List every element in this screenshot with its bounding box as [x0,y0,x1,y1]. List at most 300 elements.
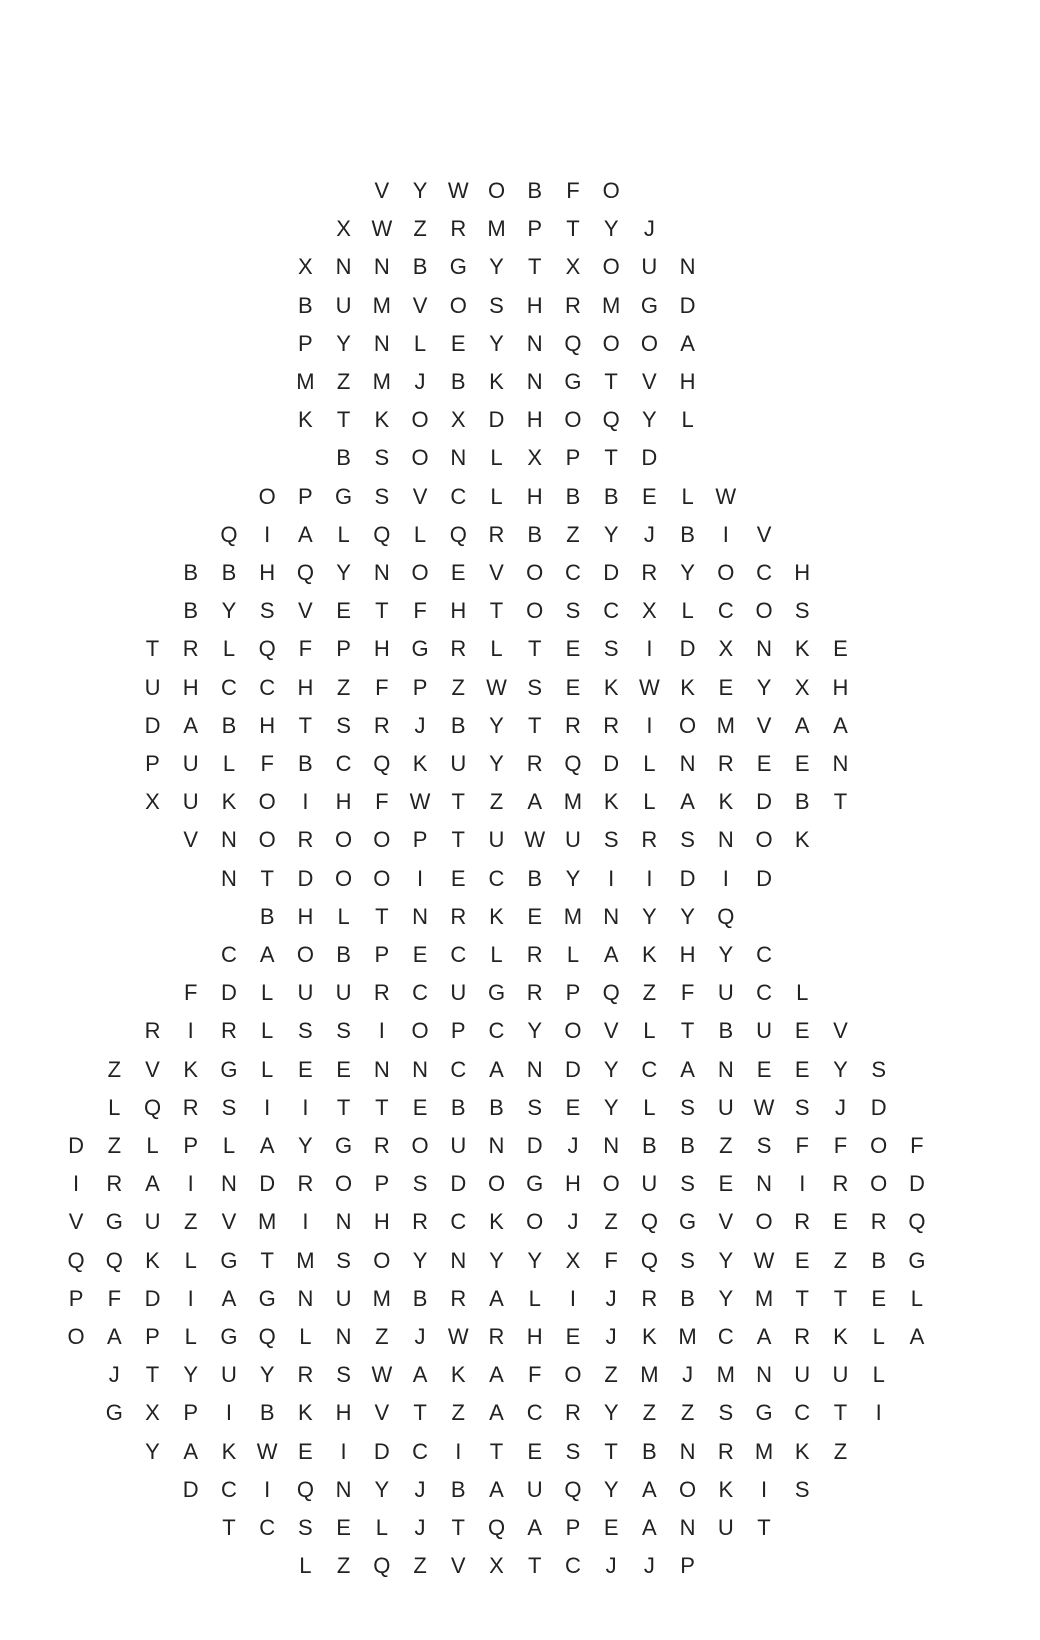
letter-cell[interactable]: Y [259,1362,275,1388]
letter-cell[interactable]: V [489,560,504,585]
letter-cell[interactable]: Y [489,330,504,356]
letter-cell[interactable]: P [527,216,543,242]
letter-cell[interactable]: L [872,1324,885,1349]
letter-cell[interactable]: L [146,1133,159,1158]
letter-cell[interactable]: L [299,1324,312,1349]
letter-cell[interactable]: Q [105,1247,123,1273]
letter-cell[interactable]: D [679,865,696,891]
letter-cell[interactable]: U [335,1285,352,1311]
letter-cell[interactable]: A [527,789,543,815]
letter-cell[interactable]: J [643,216,655,242]
letter-cell[interactable]: K [642,942,657,967]
letter-cell[interactable]: E [565,1094,581,1120]
letter-cell[interactable]: F [910,1133,924,1158]
letter-cell[interactable]: L [528,1285,541,1311]
letter-cell[interactable]: Y [489,712,504,738]
letter-cell[interactable]: W [371,216,393,242]
letter-cell[interactable]: C [335,751,352,776]
letter-cell[interactable]: H [259,560,276,585]
letter-cell[interactable]: N [335,1476,352,1502]
letter-cell[interactable]: C [412,1438,428,1464]
letter-cell[interactable]: A [680,1056,695,1082]
letter-cell[interactable]: V [298,598,313,624]
letter-cell[interactable]: E [336,598,351,624]
letter-cell[interactable]: C [717,1324,734,1349]
letter-cell[interactable]: P [374,942,390,967]
letter-cell[interactable]: C [221,674,237,700]
letter-cell[interactable]: H [373,636,390,662]
letter-cell[interactable]: R [488,1324,505,1349]
letter-cell[interactable]: N [373,330,390,356]
letter-cell[interactable]: L [796,980,809,1006]
letter-cell[interactable]: S [336,712,351,738]
letter-cell[interactable]: L [681,407,694,433]
letter-cell[interactable]: R [450,216,467,242]
letter-cell[interactable]: Y [527,1018,543,1044]
letter-cell[interactable]: H [526,483,543,509]
letter-cell[interactable]: R [526,980,543,1006]
letter-cell[interactable]: W [409,789,431,815]
letter-cell[interactable]: O [755,1209,773,1235]
letter-cell[interactable]: L [643,751,656,776]
letter-cell[interactable]: O [411,445,429,471]
letter-cell[interactable]: K [221,789,237,815]
letter-cell[interactable]: G [335,483,353,509]
letter-cell[interactable]: N [412,1056,428,1082]
letter-cell[interactable]: I [264,521,271,547]
letter-cell[interactable]: N [603,903,620,929]
letter-cell[interactable]: F [107,1285,122,1311]
letter-cell[interactable]: U [450,980,467,1006]
letter-cell[interactable]: K [680,674,695,700]
letter-cell[interactable]: B [680,521,695,547]
letter-cell[interactable]: O [449,292,467,318]
letter-cell[interactable]: M [296,369,315,394]
letter-cell[interactable]: Y [603,1476,619,1502]
letter-cell[interactable]: B [221,712,237,738]
letter-cell[interactable]: E [298,1056,313,1082]
letter-cell[interactable]: I [378,1018,385,1044]
letter-cell[interactable]: E [871,1285,887,1311]
letter-cell[interactable]: N [450,445,467,471]
letter-cell[interactable]: E [565,636,581,662]
letter-cell[interactable]: H [526,292,543,318]
letter-cell[interactable]: Q [717,903,735,929]
letter-cell[interactable]: O [564,1018,582,1044]
letter-cell[interactable]: B [603,483,619,509]
letter-cell[interactable]: L [643,1018,656,1044]
letter-cell[interactable]: I [264,1476,271,1502]
letter-cell[interactable]: P [298,483,313,509]
letter-cell[interactable]: U [335,980,352,1006]
letter-cell[interactable]: H [526,407,543,433]
letter-cell[interactable]: Q [296,560,314,585]
letter-cell[interactable]: R [794,1324,811,1349]
letter-cell[interactable]: X [642,598,657,624]
letter-cell[interactable]: T [527,636,542,662]
letter-cell[interactable]: Y [183,1362,199,1388]
letter-cell[interactable]: Q [908,1209,926,1235]
letter-cell[interactable]: T [527,712,542,738]
letter-cell[interactable]: N [526,330,543,356]
letter-cell[interactable]: D [756,865,772,891]
letter-cell[interactable]: D [908,1171,925,1197]
letter-cell[interactable]: M [563,903,583,929]
letter-cell[interactable]: R [450,636,467,662]
letter-cell[interactable]: R [488,521,505,547]
letter-cell[interactable]: P [336,636,351,662]
letter-cell[interactable]: S [871,1056,887,1082]
letter-cell[interactable]: V [603,1018,619,1044]
letter-cell[interactable]: S [412,1171,428,1197]
letter-cell[interactable]: L [413,521,427,547]
letter-cell[interactable]: U [641,254,658,280]
letter-cell[interactable]: I [187,1171,194,1197]
letter-cell[interactable]: Y [603,1056,619,1082]
letter-cell[interactable]: N [832,751,849,776]
letter-cell[interactable]: R [297,1171,314,1197]
letter-cell[interactable]: M [716,1362,735,1388]
letter-cell[interactable]: S [374,445,390,471]
letter-cell[interactable]: N [717,827,734,853]
letter-cell[interactable]: O [373,865,391,891]
letter-cell[interactable]: L [222,751,236,776]
letter-cell[interactable]: D [488,407,505,433]
letter-cell[interactable]: I [302,789,309,815]
letter-cell[interactable]: T [833,1285,848,1311]
letter-cell[interactable]: Y [603,521,619,547]
letter-cell[interactable]: B [183,598,199,624]
letter-cell[interactable]: N [679,1515,696,1540]
letter-cell[interactable]: A [106,1324,122,1349]
letter-cell[interactable]: G [640,292,658,318]
letter-cell[interactable]: N [526,369,543,394]
letter-cell[interactable]: X [565,254,581,280]
letter-cell[interactable]: R [297,827,314,853]
letter-cell[interactable]: A [642,1515,657,1540]
letter-cell[interactable]: Y [298,1133,313,1158]
letter-cell[interactable]: U [717,980,734,1006]
letter-cell[interactable]: F [604,1247,618,1273]
letter-cell[interactable]: B [565,483,581,509]
letter-cell[interactable]: P [145,751,160,776]
letter-cell[interactable]: H [526,1324,543,1349]
letter-cell[interactable]: W [524,827,546,853]
letter-cell[interactable]: Q [296,1476,314,1502]
letter-cell[interactable]: O [335,827,353,853]
letter-cell[interactable]: L [261,1018,274,1044]
letter-cell[interactable]: H [679,369,696,394]
letter-cell[interactable]: N [297,1285,314,1311]
letter-cell[interactable]: T [566,216,580,242]
letter-cell[interactable]: V [374,178,390,203]
letter-cell[interactable]: T [489,598,504,624]
letter-cell[interactable]: M [716,712,735,738]
letter-cell[interactable]: O [640,330,658,356]
letter-cell[interactable]: O [870,1171,888,1197]
letter-cell[interactable]: E [833,636,848,662]
letter-cell[interactable]: Y [412,1247,428,1273]
letter-cell[interactable]: P [565,1515,581,1540]
letter-cell[interactable]: N [526,1056,543,1082]
letter-cell[interactable]: V [450,1553,466,1579]
letter-cell[interactable]: R [450,1285,467,1311]
letter-cell[interactable]: L [681,598,694,624]
letter-cell[interactable]: R [603,712,620,738]
letter-cell[interactable]: U [526,1476,543,1502]
letter-cell[interactable]: W [753,1247,775,1273]
letter-cell[interactable]: V [642,369,657,394]
letter-cell[interactable]: Z [107,1056,122,1082]
letter-cell[interactable]: N [679,254,696,280]
letter-cell[interactable]: A [756,1324,772,1349]
letter-cell[interactable]: H [182,674,199,700]
letter-cell[interactable]: U [641,1171,658,1197]
letter-cell[interactable]: D [450,1171,467,1197]
letter-cell[interactable]: Q [258,636,276,662]
letter-cell[interactable]: A [642,1476,657,1502]
letter-cell[interactable]: U [756,1018,772,1044]
letter-cell[interactable]: O [755,598,773,624]
letter-cell[interactable]: E [718,674,734,700]
letter-cell[interactable]: Z [604,1362,618,1388]
letter-cell[interactable]: A [259,942,275,967]
letter-cell[interactable]: A [183,712,199,738]
letter-cell[interactable]: C [641,1056,658,1082]
letter-cell[interactable]: A [603,942,619,967]
letter-cell[interactable]: N [335,1209,352,1235]
letter-cell[interactable]: S [259,598,275,624]
letter-cell[interactable]: V [374,1400,390,1426]
letter-cell[interactable]: O [602,330,620,356]
letter-cell[interactable]: A [489,1476,504,1502]
letter-cell[interactable]: O [335,865,353,891]
letter-cell[interactable]: V [221,1209,237,1235]
letter-cell[interactable]: A [489,1400,504,1426]
letter-cell[interactable]: A [298,521,313,547]
letter-cell[interactable]: A [412,1362,428,1388]
letter-cell[interactable]: V [412,483,428,509]
letter-cell[interactable]: D [182,1476,199,1502]
letter-cell[interactable]: Q [67,1247,85,1273]
letter-cell[interactable]: K [489,903,504,929]
letter-cell[interactable]: T [375,598,389,624]
letter-cell[interactable]: S [336,1362,351,1388]
letter-cell[interactable]: E [450,560,466,585]
letter-cell[interactable]: P [565,445,581,471]
letter-cell[interactable]: F [527,1362,542,1388]
letter-cell[interactable]: N [717,1056,734,1082]
letter-cell[interactable]: B [336,445,351,471]
letter-cell[interactable]: Q [449,521,467,547]
letter-cell[interactable]: U [182,789,199,815]
letter-cell[interactable]: F [375,789,389,815]
letter-cell[interactable]: W [256,1438,278,1464]
letter-cell[interactable]: O [296,942,314,967]
letter-cell[interactable]: H [373,1209,390,1235]
letter-cell[interactable]: I [302,1094,309,1120]
letter-cell[interactable]: S [718,1400,734,1426]
letter-cell[interactable]: D [564,1056,581,1082]
letter-cell[interactable]: Q [640,1247,658,1273]
letter-cell[interactable]: Y [221,598,237,624]
letter-cell[interactable]: O [258,483,276,509]
letter-cell[interactable]: T [413,1400,427,1426]
letter-cell[interactable]: C [794,1400,811,1426]
letter-cell[interactable]: E [565,674,581,700]
letter-cell[interactable]: L [337,521,350,547]
letter-cell[interactable]: W [486,674,507,700]
letter-cell[interactable]: E [527,903,543,929]
letter-cell[interactable]: G [220,1056,238,1082]
letter-cell[interactable]: D [297,865,314,891]
letter-cell[interactable]: G [526,1171,544,1197]
letter-cell[interactable]: S [221,1094,237,1120]
letter-cell[interactable]: B [298,751,313,776]
letter-cell[interactable]: C [259,1515,276,1540]
letter-cell[interactable]: Z [413,1553,427,1579]
letter-cell[interactable]: X [565,1247,581,1273]
letter-cell[interactable]: K [450,1362,466,1388]
letter-cell[interactable]: U [832,1362,849,1388]
letter-cell[interactable]: W [715,483,737,509]
letter-cell[interactable]: Z [719,1133,733,1158]
letter-cell[interactable]: P [680,1553,695,1579]
letter-cell[interactable]: E [718,1171,734,1197]
letter-cell[interactable]: H [335,789,352,815]
letter-cell[interactable]: N [603,1133,620,1158]
letter-cell[interactable]: D [68,1133,85,1158]
letter-cell[interactable]: K [298,407,313,433]
letter-cell[interactable]: K [489,1209,504,1235]
letter-cell[interactable]: B [259,903,275,929]
letter-cell[interactable]: J [643,1553,655,1579]
letter-cell[interactable]: N [679,751,696,776]
letter-cell[interactable]: O [258,827,276,853]
letter-cell[interactable]: V [718,1209,734,1235]
letter-cell[interactable]: Q [143,1094,162,1120]
letter-cell[interactable]: H [450,598,467,624]
letter-cell[interactable]: J [605,1553,617,1579]
letter-cell[interactable]: K [145,1247,160,1273]
letter-cell[interactable]: O [373,1247,391,1273]
letter-cell[interactable]: L [643,789,656,815]
letter-cell[interactable]: Z [336,674,351,700]
letter-cell[interactable]: R [832,1171,849,1197]
letter-cell[interactable]: B [871,1247,887,1273]
letter-cell[interactable]: I [760,1476,768,1502]
letter-cell[interactable]: Z [833,1247,848,1273]
letter-cell[interactable]: D [144,712,161,738]
letter-cell[interactable]: A [183,1438,199,1464]
letter-cell[interactable]: J [567,1133,579,1158]
letter-cell[interactable]: X [794,674,810,700]
letter-cell[interactable]: F [413,598,427,624]
letter-cell[interactable]: S [374,483,390,509]
letter-cell[interactable]: A [909,1324,925,1349]
letter-cell[interactable]: N [221,1171,237,1197]
letter-cell[interactable]: O [526,560,544,585]
letter-cell[interactable]: B [412,254,428,280]
letter-cell[interactable]: O [487,178,506,203]
letter-cell[interactable]: K [718,1476,734,1502]
letter-cell[interactable]: T [680,1018,695,1044]
letter-cell[interactable]: A [833,712,848,738]
letter-cell[interactable]: C [259,674,276,700]
letter-cell[interactable]: E [450,865,466,891]
letter-cell[interactable]: E [794,1056,810,1082]
letter-cell[interactable]: X [527,445,543,471]
letter-cell[interactable]: L [299,1553,312,1579]
letter-cell[interactable]: R [526,751,543,776]
letter-cell[interactable]: M [563,789,583,815]
letter-cell[interactable]: Q [487,1515,506,1540]
letter-cell[interactable]: I [569,1285,576,1311]
letter-cell[interactable]: T [833,1400,848,1426]
letter-cell[interactable]: J [414,1476,426,1502]
letter-cell[interactable]: Y [642,903,657,929]
letter-cell[interactable]: E [603,1515,619,1540]
letter-cell[interactable]: Y [756,674,772,700]
letter-cell[interactable]: R [564,1400,581,1426]
letter-cell[interactable]: D [679,636,696,662]
letter-cell[interactable]: S [603,636,619,662]
letter-cell[interactable]: E [756,1056,772,1082]
letter-cell[interactable]: N [756,636,772,662]
letter-cell[interactable]: I [608,865,615,891]
letter-cell[interactable]: S [680,1247,695,1273]
letter-cell[interactable]: C [526,1400,543,1426]
letter-cell[interactable]: B [412,1285,428,1311]
letter-cell[interactable]: X [298,254,313,280]
letter-cell[interactable]: Z [413,216,427,242]
letter-cell[interactable]: U [717,1094,734,1120]
letter-cell[interactable]: F [680,980,695,1006]
letter-cell[interactable]: J [643,521,655,547]
letter-cell[interactable]: R [717,751,734,776]
letter-cell[interactable]: T [604,1438,618,1464]
letter-cell[interactable]: O [373,827,391,853]
letter-cell[interactable]: D [526,1133,543,1158]
letter-cell[interactable]: C [564,560,581,585]
letter-cell[interactable]: I [225,1400,233,1426]
letter-cell[interactable]: X [145,1400,160,1426]
letter-cell[interactable]: A [145,1171,160,1197]
letter-cell[interactable]: U [144,1209,161,1235]
letter-cell[interactable]: S [527,674,543,700]
letter-cell[interactable]: L [222,1133,236,1158]
letter-cell[interactable]: Z [833,1438,848,1464]
letter-cell[interactable]: Y [336,330,351,356]
letter-cell[interactable]: Z [642,980,657,1006]
letter-cell[interactable]: T [604,369,618,394]
letter-cell[interactable]: Z [375,1324,389,1349]
letter-cell[interactable]: E [756,751,772,776]
letter-cell[interactable]: W [447,1324,469,1349]
letter-cell[interactable]: O [411,1018,429,1044]
letter-cell[interactable]: B [642,1438,657,1464]
letter-cell[interactable]: N [488,1133,505,1158]
letter-cell[interactable]: T [260,865,274,891]
letter-cell[interactable]: L [566,942,580,967]
letter-cell[interactable]: N [373,254,390,280]
letter-cell[interactable]: M [601,292,621,318]
letter-cell[interactable]: T [451,827,465,853]
letter-cell[interactable]: L [413,330,427,356]
letter-cell[interactable]: R [564,712,581,738]
letter-cell[interactable]: H [297,674,314,700]
letter-cell[interactable]: I [646,712,653,738]
